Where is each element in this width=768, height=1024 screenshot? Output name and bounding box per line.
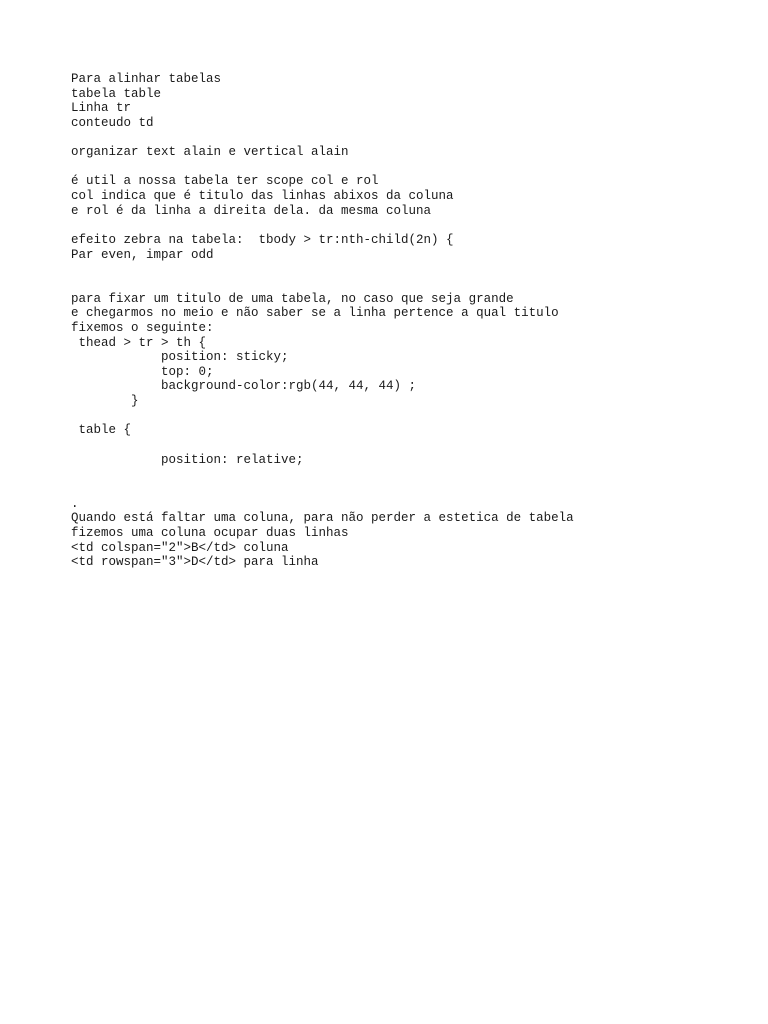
- text-line: [71, 467, 751, 482]
- text-line: .: [71, 496, 79, 511]
- text-line: [71, 218, 751, 233]
- text-line: <td colspan="2">B</td> coluna: [71, 540, 289, 555]
- text-line: [71, 409, 751, 424]
- text-line: e rol é da linha a direita dela. da mesma coluna: [71, 203, 432, 218]
- text-line: position: sticky;: [71, 350, 289, 365]
- text-line: [71, 438, 751, 453]
- text-line: Par even, impar odd: [71, 247, 214, 262]
- text-line: e chegarmos no meio e não saber se a linha pertence a qual titulo: [71, 306, 559, 321]
- text-line: conteudo td: [71, 115, 154, 130]
- text-line: thead > tr > th {: [71, 335, 207, 350]
- text-line: fizemos uma coluna ocupar duas linhas: [71, 525, 349, 540]
- text-line: para fixar um titulo de uma tabela, no caso que seja grande: [71, 291, 514, 306]
- document-text: [71, 72, 751, 570]
- text-line: tabela table: [71, 86, 162, 101]
- text-line: efeito zebra na tabela: tbody > tr:nth-child(2n) {: [71, 233, 454, 248]
- text-line: organizar text alain e vertical alain: [71, 145, 349, 160]
- text-line: [71, 482, 751, 497]
- text-line: [71, 131, 751, 146]
- text-line: Linha tr: [71, 101, 132, 116]
- text-line: table {: [71, 423, 132, 438]
- text-line: é util a nossa tabela ter scope col e rol: [71, 174, 379, 189]
- text-line: position: relative;: [71, 452, 304, 467]
- text-line: fixemos o seguinte:: [71, 320, 214, 335]
- text-line: col indica que é titulo das linhas abixos da coluna: [71, 189, 454, 204]
- text-line: [71, 277, 751, 292]
- text-line: [71, 160, 751, 175]
- text-line: background-color:rgb(44, 44, 44) ;: [71, 379, 417, 394]
- text-line: Para alinhar tabelas: [71, 72, 222, 86]
- text-line: top: 0;: [71, 364, 214, 379]
- text-line: [71, 262, 751, 277]
- text-line: <td rowspan="3">D</td> para linha: [71, 555, 319, 570]
- text-line: }: [71, 394, 139, 409]
- text-line: Quando está faltar uma coluna, para não perder a estetica de tabela: [71, 511, 574, 526]
